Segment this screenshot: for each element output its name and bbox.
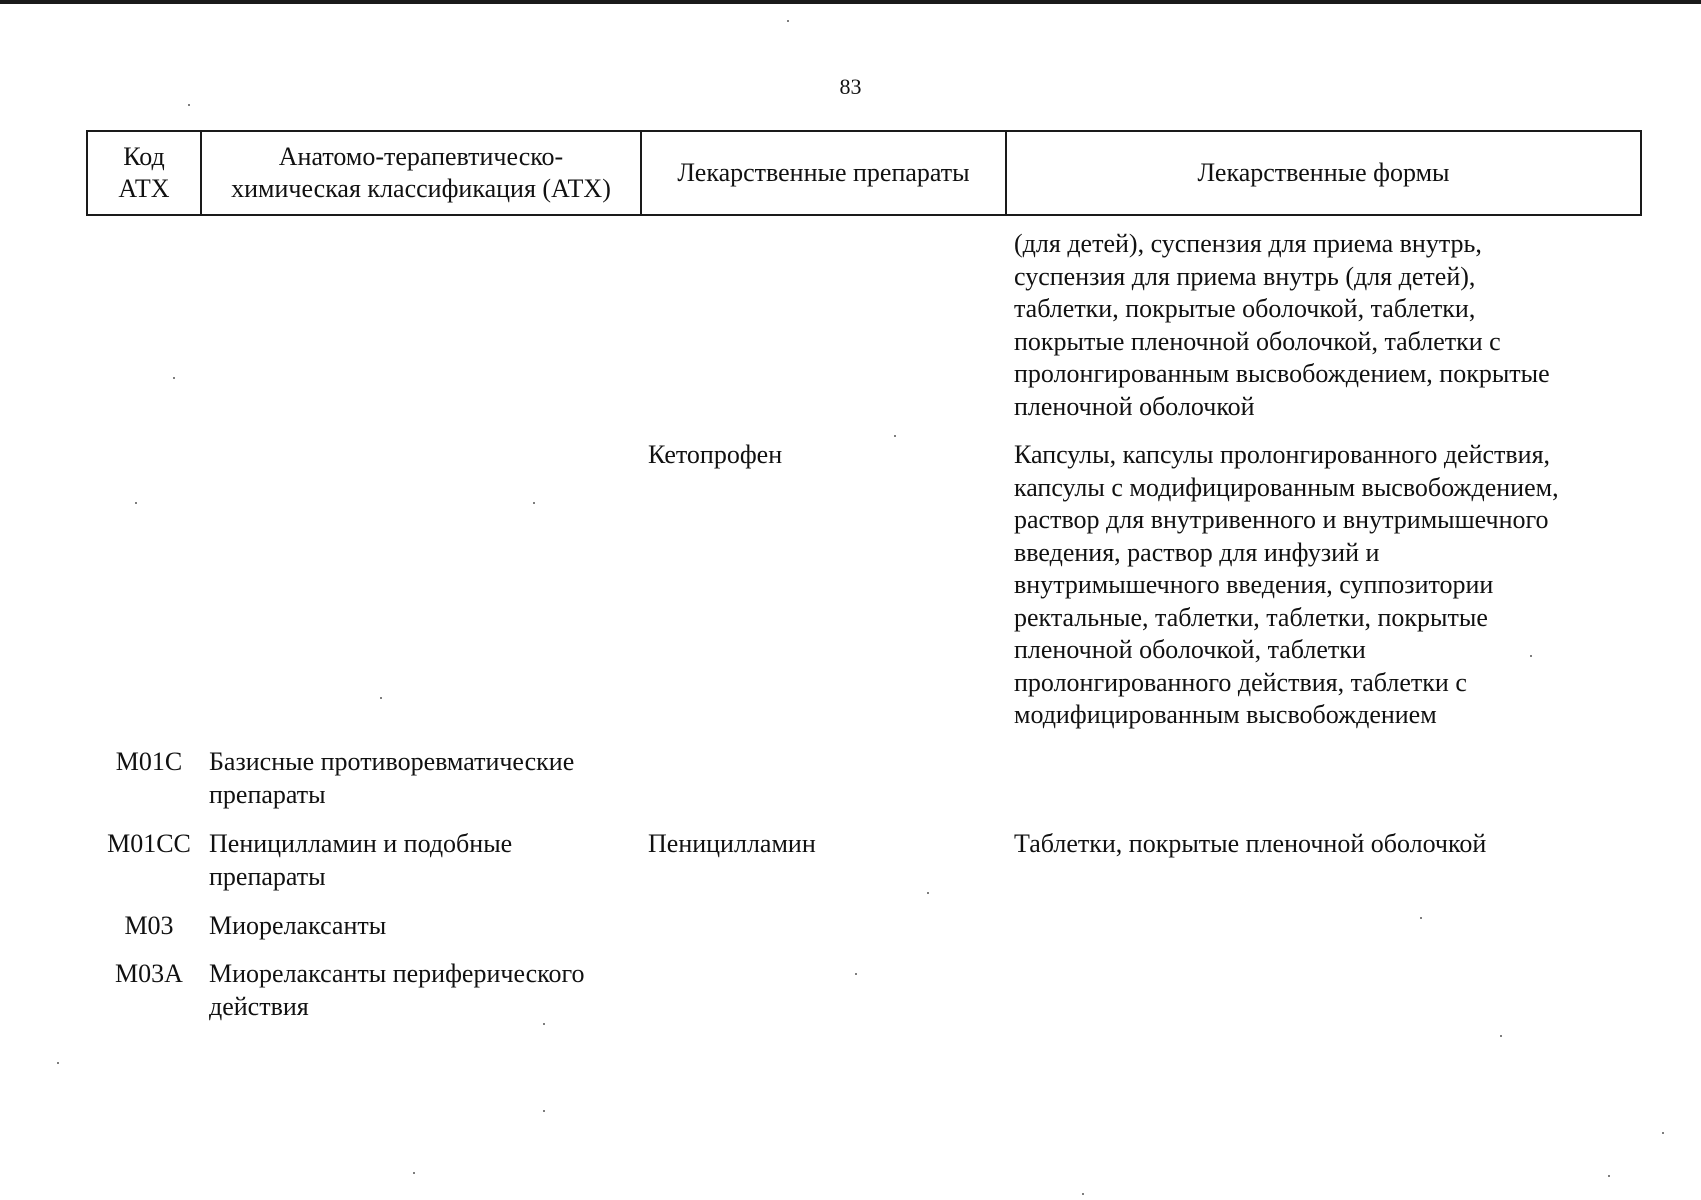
table-header	[86, 130, 1642, 216]
table-row-3-classification: Пеницилламин и подобные препараты	[209, 829, 513, 891]
table-row-0-forms: (для детей), суспензия для приема внутрь, суспензия для приема внутрь (для детей), таблетки, покрытые оболочкой, таблетки, покрытые пленочной оболочкой, таблетки с пролонгированным высвобождением, покрытые пленочной оболочкой	[1014, 229, 1550, 421]
table-row-3-drug: Пеницилламин	[648, 829, 816, 858]
table-row-3-code: M01CC	[107, 829, 191, 858]
table-row-3-forms: Таблетки, покрытые пленочной оболочкой	[1014, 829, 1487, 858]
scan-speck	[894, 435, 896, 437]
scan-speck	[1082, 1193, 1084, 1195]
table-row-1-drug: Кетопрофен	[648, 440, 783, 469]
table-row-5-code: M03A	[115, 959, 183, 988]
scan-speck	[1420, 917, 1422, 919]
scan-speck	[1500, 1035, 1502, 1037]
scan-speck	[543, 1110, 545, 1112]
scan-speck	[787, 20, 789, 22]
scan-speck	[855, 973, 857, 975]
scan-speck	[135, 502, 137, 504]
scan-speck	[380, 697, 382, 699]
scan-speck	[188, 104, 190, 106]
scan-speck	[1662, 1132, 1664, 1134]
scan-speck	[533, 502, 535, 504]
header-code: Код АТХ	[87, 131, 201, 215]
scan-speck	[1530, 655, 1532, 657]
scan-speck	[173, 377, 175, 379]
table-row-4-code: M03	[124, 911, 174, 940]
table-row-2-classification: Базисные противоревматические препараты	[209, 747, 575, 809]
header-drugs: Лекарственные препараты	[641, 131, 1006, 215]
scan-speck	[927, 892, 929, 894]
header-classification: Анатомо-терапевтическо- химическая классификация (АТХ)	[201, 131, 641, 215]
header-row	[87, 131, 1641, 215]
table-row-1-forms: Капсулы, капсулы пролонгированного действия, капсулы с модифицированным высвобождением, раствор для внутривенного и внутримышечного введения, раствор для инфузий и внутримышечного введения, суппозитории ректальные, таблетки, таблетки, покрытые пленочной оболочкой, таблетки пролонгированного действия, таблетки с модифицированным высвобождением	[1014, 440, 1559, 729]
top-rule	[0, 0, 1701, 4]
page-number: 83	[839, 74, 862, 99]
header-forms: Лекарственные формы	[1006, 131, 1641, 215]
scan-speck	[543, 1023, 545, 1025]
table-row-4-classification: Миорелаксанты	[209, 911, 387, 940]
scan-speck	[413, 1172, 415, 1174]
scan-speck	[1608, 1175, 1610, 1177]
scan-speck	[57, 1062, 59, 1064]
table-row-2-code: M01C	[115, 747, 183, 776]
table-row-5-classification: Миорелаксанты периферического действия	[209, 959, 585, 1021]
